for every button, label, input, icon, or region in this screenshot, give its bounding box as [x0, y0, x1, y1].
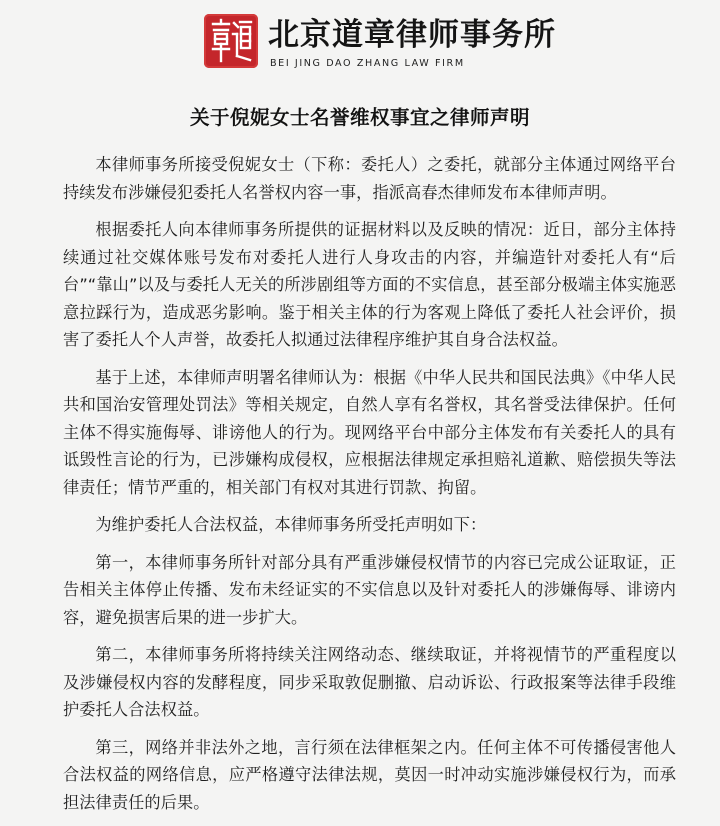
paragraph-point-one: 第一，本律师事务所针对部分具有严重涉嫌侵权情节的内容已完成公证取证，正告相关主体停止传播、发布未经证实的不实信息以及针对委托人的涉嫌侮辱、诽谤内容，避免损害后果的进一步扩大。 [63, 552, 676, 627]
paragraph-facts: 根据委托人向本律师事务所提供的证据材料以及反映的情况：近日，部分主体持续通过社交媒体账号发布对委托人进行人身攻击的内容，并编造针对委托人有“后台”“靠山”以及与委托人无关的所涉剧组等方面的不实信息，甚至部分极端主体实施恶意拉踩行为，造成恶劣影响。鉴于相关主体的行为客观上降低了委托人社会评价，损害了委托人个人声誉，故委托人拟通过法律程序维护其自身合法权益。 [63, 220, 676, 349]
document-title: 关于倪妮女士名誉维权事宜之律师声明 [189, 106, 530, 129]
letterhead [204, 8, 556, 74]
paragraph-point-two: 第二，本律师事务所将持续关注网络动态、继续取证，并将视情节的严重程度以及涉嫌侵权内容的发酵程度，同步采取敦促删撤、启动诉讼、行政报案等法律手段维护委托人合法权益。 [63, 645, 676, 719]
paragraph-legal-basis: 基于上述，本律师声明署名律师认为：根据《中华人民共和国民法典》《中华人民共和国治安管理处罚法》等相关规定，自然人享有名誉权，其名誉受法律保护。任何主体不得实施侮辱、诽谤他人的行为。现网络平台中部分主体发布有关委托人的具有诋毁性言论的行为，已涉嫌构成侵权，应根据法律规定承担赔礼道歉、赔偿损失等法律责任；情节严重的，相关部门有权对其进行罚款、拘留。 [63, 367, 676, 497]
paragraph-statement-intro: 为维护委托人合法权益，本律师事务所受托声明如下： [95, 515, 487, 534]
paragraph-intro: 本律师事务所接受倪妮女士（下称：委托人）之委托，就部分主体通过网络平台持续发布涉嫌侵犯委托人名誉权内容一事，指派高春杰律师发布本律师声明。 [63, 155, 676, 202]
firm-seal-logo [204, 14, 258, 68]
firm-name-cn: 北京道章律师事务所 [268, 17, 556, 53]
seal-glyphs [204, 14, 258, 68]
paragraph-point-three: 第三，网络并非法外之地，言行须在法律框架之内。任何主体不可传播侵害他人合法权益的网络信息，应严格遵守法律法规，莫因一时冲动实施涉嫌侵权行为，而承担法律责任的后果。 [63, 737, 676, 812]
document-body [63, 151, 676, 826]
firm-name-en: BEI JING DAO ZHANG LAW FIRM [270, 58, 465, 69]
